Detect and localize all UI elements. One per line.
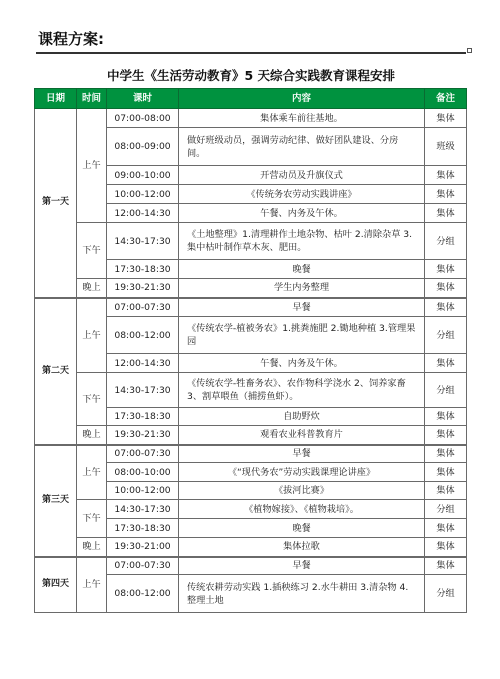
period-label: 下午 [77,373,107,426]
time-slot: 12:00-14:30 [107,204,179,223]
activity-content: 《传统农学-牲畜务农》、农作物科学浇水 2、饲养家畜 3、割草喂鱼（捕捞鱼虾）。 [179,373,425,408]
note-cell: 集体 [425,354,467,373]
time-slot: 10:00-12:00 [107,185,179,204]
note-cell: 集体 [425,204,467,223]
note-cell: 分组 [425,373,467,408]
activity-content: 《“现代务农”劳动实践课理论讲座》 [179,463,425,482]
time-slot: 08:00-09:00 [107,128,179,166]
table-row [35,373,467,408]
table-row [35,557,467,575]
day-label: 第三天 [35,445,77,557]
table-row [35,538,467,557]
activity-content: 早餐 [179,298,425,317]
time-slot: 17:30-18:30 [107,260,179,279]
time-slot: 09:00-10:00 [107,166,179,185]
table-row [35,298,467,317]
schedule-body [35,109,467,613]
time-slot: 08:00-12:00 [107,575,179,613]
time-slot: 19:30-21:30 [107,426,179,445]
note-cell: 集体 [425,482,467,500]
note-cell: 分组 [425,500,467,519]
activity-content: 开营动员及升旗仪式 [179,166,425,185]
note-cell: 集体 [425,109,467,128]
table-row [35,426,467,445]
time-slot: 17:30-18:30 [107,519,179,538]
title-divider [36,52,466,54]
period-label: 上午 [77,298,107,373]
table-row [35,109,467,128]
day-label: 第一天 [35,109,77,298]
activity-content: 集体拉歌 [179,538,425,557]
activity-content: 集体乘车前往基地。 [179,109,425,128]
activity-content: 观看农业科普教育片 [179,426,425,445]
activity-content: 早餐 [179,445,425,463]
table-row [35,445,467,463]
note-cell: 分组 [425,317,467,354]
time-slot: 07:00-08:00 [107,109,179,128]
note-cell: 集体 [425,557,467,575]
period-label: 上午 [77,109,107,223]
note-cell: 集体 [425,279,467,298]
period-label: 晚上 [77,426,107,445]
header-date: 日期 [35,89,77,109]
note-cell: 集体 [425,408,467,426]
table-header-row [35,89,467,109]
activity-content: 《传统农学-植被务农》1.挑粪施肥 2.锄地种植 3.管理果园 [179,317,425,354]
time-slot: 08:00-10:00 [107,463,179,482]
time-slot: 07:00-07:30 [107,298,179,317]
time-slot: 14:30-17:30 [107,373,179,408]
note-cell: 集体 [425,185,467,204]
time-slot: 10:00-12:00 [107,482,179,500]
note-cell: 集体 [425,445,467,463]
header-hours: 课时 [107,89,179,109]
note-cell: 分组 [425,575,467,613]
day-label: 第四天 [35,557,77,613]
activity-content: 传统农耕劳动实践 1.插秧练习 2.水牛耕田 3.清杂物 4.整理土地 [179,575,425,613]
note-cell: 集体 [425,463,467,482]
time-slot: 08:00-12:00 [107,317,179,354]
period-label: 下午 [77,223,107,279]
header-content: 内容 [179,89,425,109]
activity-content: 学生内务整理 [179,279,425,298]
note-cell: 班级 [425,128,467,166]
activity-content: 《植物嫁接》、《植物栽培》。 [179,500,425,519]
period-label: 下午 [77,500,107,538]
time-slot: 17:30-18:30 [107,408,179,426]
table-row [35,223,467,260]
activity-content: 做好班级动员，强调劳动纪律、做好团队建设、分房间。 [179,128,425,166]
period-label: 晚上 [77,538,107,557]
day-label: 第二天 [35,298,77,445]
activity-content: 自助野炊 [179,408,425,426]
table-row [35,279,467,298]
period-label: 上午 [77,445,107,500]
time-slot: 12:00-14:30 [107,354,179,373]
activity-content: 《土地整理》1.清理耕作土地杂物、枯叶 2.清除杂草 3.集中枯叶制作草木灰、肥田。 [179,223,425,260]
note-cell: 分组 [425,223,467,260]
time-slot: 14:30-17:30 [107,223,179,260]
note-cell: 集体 [425,298,467,317]
note-cell: 集体 [425,260,467,279]
header-time: 时间 [77,89,107,109]
time-slot: 19:30-21:00 [107,538,179,557]
activity-content: 晚餐 [179,260,425,279]
period-label: 晚上 [77,279,107,298]
note-cell: 集体 [425,426,467,445]
time-slot: 14:30-17:30 [107,500,179,519]
note-cell: 集体 [425,519,467,538]
document-title: 中学生《生活劳动教育》5 天综合实践教育课程安排 [106,68,396,83]
schedule-table [34,88,467,613]
header-note: 备注 [425,89,467,109]
note-cell: 集体 [425,538,467,557]
activity-content: 午餐、内务及午休。 [179,354,425,373]
decorative-square [467,48,472,53]
time-slot: 07:00-07:30 [107,445,179,463]
activity-content: 晚餐 [179,519,425,538]
activity-content: 早餐 [179,557,425,575]
activity-content: 《拔河比赛》 [179,482,425,500]
time-slot: 07:00-07:30 [107,557,179,575]
note-cell: 集体 [425,166,467,185]
period-label: 上午 [77,557,107,613]
activity-content: 《传统务农劳动实践讲座》 [179,185,425,204]
section-title: 课程方案: [38,30,104,48]
table-row [35,500,467,519]
activity-content: 午餐、内务及午休。 [179,204,425,223]
time-slot: 19:30-21:30 [107,279,179,298]
